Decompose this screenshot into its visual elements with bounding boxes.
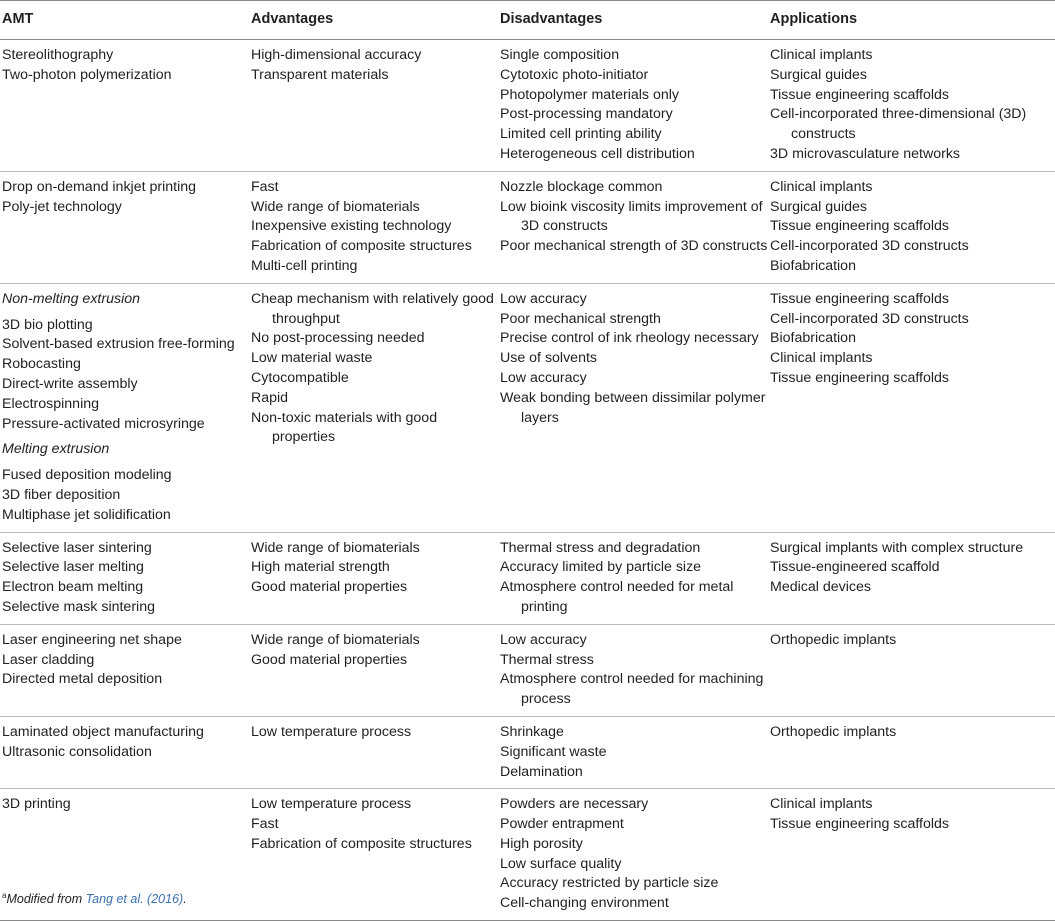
advantage-item: Non-toxic materials with good properties — [251, 409, 438, 446]
cell-amt — [0, 283, 249, 532]
cell-applications — [768, 171, 1055, 283]
disadvantage-item: Atmosphere control needed for metal printing — [500, 579, 734, 615]
disadvantage-item: Limited cell printing ability — [500, 126, 662, 143]
disadvantage-item: Low accuracy — [500, 631, 587, 648]
application-item: Biofabrication — [770, 257, 856, 274]
cell-amt — [0, 716, 249, 788]
disadvantage-item: Poor mechanical strength — [500, 310, 661, 327]
table-row — [0, 532, 1055, 624]
advantage-item: Rapid — [251, 389, 289, 406]
disadvantage-item: High porosity — [500, 835, 583, 852]
cell-disadvantages — [498, 283, 768, 532]
amt-subheading: Non-melting extrusion — [2, 290, 140, 307]
table-row — [0, 624, 1055, 716]
cell-advantages — [249, 171, 498, 283]
advantage-item: High material strength — [251, 559, 390, 576]
header-amt: AMT — [2, 11, 34, 28]
disadvantage-item: Single composition — [500, 47, 620, 63]
footnote-prefix: Modified from — [6, 892, 86, 907]
cell-applications — [768, 716, 1055, 788]
disadvantage-item: Cytotoxic photo-initiator — [500, 66, 649, 83]
disadvantage-item: Low bioink viscosity limits improvement of 3D constructs — [500, 198, 763, 235]
disadvantage-item: Delamination — [500, 763, 583, 780]
application-item: Surgical guides — [770, 66, 868, 83]
application-item: Cell-incorporated 3D constructs — [770, 310, 969, 327]
cell-disadvantages — [498, 624, 768, 716]
table-row — [0, 283, 1055, 532]
disadvantage-item: Shrinkage — [500, 723, 564, 740]
disadvantage-item: Heterogeneous cell distribution — [500, 145, 695, 162]
disadvantage-item: Precise control of ink rheology necessary — [500, 330, 759, 347]
disadvantage-item: Low surface quality — [500, 855, 622, 872]
header-advantages: Advantages — [251, 11, 334, 28]
application-item: Tissue-engineered scaffold — [770, 559, 940, 576]
application-item: Clinical implants — [770, 178, 873, 195]
table-row — [0, 171, 1055, 283]
amt-method: Selective laser melting — [2, 559, 144, 576]
disadvantage-item: Powder entrapment — [500, 816, 624, 833]
disadvantage-item: Significant waste — [500, 743, 607, 760]
header-disadvantages: Disadvantages — [500, 11, 603, 28]
advantage-item: Fast — [251, 816, 279, 833]
application-item: Surgical implants with complex structure — [770, 539, 1024, 556]
header-row — [0, 1, 1055, 40]
application-item: Biofabrication — [770, 330, 856, 347]
table-body — [0, 40, 1055, 921]
application-item: Cell-incorporated three-dimensional (3D) constructs — [770, 106, 1027, 143]
application-item: Tissue engineering scaffolds — [770, 369, 950, 386]
advantage-item: Good material properties — [251, 579, 408, 596]
advantage-item: Multi-cell printing — [251, 257, 358, 274]
cell-amt — [0, 532, 249, 624]
application-item: Cell-incorporated 3D constructs — [770, 238, 969, 255]
amt-method: Laminated object manufacturing — [2, 723, 204, 740]
application-item: Orthopedic implants — [770, 723, 897, 740]
amt-method: Poly-jet technology — [2, 198, 122, 215]
amt-method: Selective laser sintering — [2, 539, 152, 556]
application-item: Medical devices — [770, 579, 871, 596]
amt-method: Laser cladding — [2, 651, 95, 668]
disadvantage-item: Atmosphere control needed for machining process — [500, 671, 764, 708]
disadvantage-item: Post-processing mandatory — [500, 106, 673, 123]
advantage-item: Low temperature process — [251, 796, 412, 813]
disadvantage-item: Thermal stress — [500, 651, 594, 668]
cell-advantages — [249, 716, 498, 788]
advantage-item: Wide range of biomaterials — [251, 631, 420, 648]
application-item: Tissue engineering scaffolds — [770, 290, 950, 307]
disadvantage-item: Thermal stress and degradation — [500, 539, 701, 556]
table-header — [0, 1, 1055, 40]
advantage-item: Transparent materials — [251, 66, 389, 83]
table-row — [0, 716, 1055, 788]
advantage-item: Fast — [251, 178, 279, 195]
disadvantage-item: Use of solvents — [500, 350, 597, 367]
header-applications: Applications — [770, 11, 858, 28]
cell-disadvantages — [498, 171, 768, 283]
amt-method: Directed metal deposition — [2, 671, 163, 688]
cell-applications — [768, 283, 1055, 532]
cell-applications — [768, 624, 1055, 716]
advantage-item: Wide range of biomaterials — [251, 539, 420, 556]
disadvantage-item: Accuracy limited by particle size — [500, 559, 702, 576]
amt-method: Stereolithography — [2, 47, 114, 63]
amt-method: Direct-write assembly — [2, 375, 138, 392]
advantage-item: Cytocompatible — [251, 369, 349, 386]
application-item: Surgical guides — [770, 198, 868, 215]
footnote-marker: a — [2, 891, 7, 900]
advantage-item: Cheap mechanism with relatively good throughput — [251, 290, 494, 327]
advantage-item: No post-processing needed — [251, 330, 425, 347]
cell-applications — [768, 40, 1055, 172]
disadvantage-item: Cell-changing environment — [500, 895, 669, 912]
amt-subheading: Melting extrusion — [2, 441, 110, 458]
advantage-item: Low temperature process — [251, 723, 412, 740]
advantage-item: Good material properties — [251, 651, 408, 668]
amt-method: Drop on-demand inkjet printing — [2, 178, 197, 195]
application-item: Tissue engineering scaffolds — [770, 218, 950, 235]
amt-method: 3D bio plotting — [2, 316, 93, 333]
amt-method: Multiphase jet solidification — [2, 506, 171, 523]
application-item: Tissue engineering scaffolds — [770, 816, 950, 833]
cell-advantages — [249, 624, 498, 716]
table-row — [0, 40, 1055, 172]
amt-method: Fused deposition modeling — [2, 467, 172, 484]
application-item: Tissue engineering scaffolds — [770, 86, 950, 103]
cell-amt — [0, 40, 249, 172]
cell-advantages — [249, 40, 498, 172]
advantage-item: Wide range of biomaterials — [251, 198, 420, 215]
amt-method: Laser engineering net shape — [2, 631, 182, 648]
amt-method: Ultrasonic consolidation — [2, 743, 152, 760]
advantage-item: High-dimensional accuracy — [251, 47, 422, 63]
footnote-suffix: . — [183, 892, 187, 907]
disadvantage-item: Nozzle blockage common — [500, 178, 663, 195]
disadvantage-item: Weak bonding between dissimilar polymer layers — [500, 389, 766, 426]
disadvantage-item: Low accuracy — [500, 369, 587, 386]
application-item: Clinical implants — [770, 47, 873, 63]
advantage-item: Low material waste — [251, 350, 373, 367]
disadvantage-item: Accuracy restricted by particle size — [500, 875, 719, 892]
footnote-reference-link[interactable]: Tang et al. (2016) — [85, 892, 184, 907]
amt-method: Electrospinning — [2, 395, 100, 412]
disadvantage-item: Photopolymer materials only — [500, 86, 679, 103]
advantage-item: Fabrication of composite structures — [251, 835, 472, 852]
amt-method: Electron beam melting — [2, 579, 144, 596]
cell-advantages — [249, 283, 498, 532]
amt-method: 3D printing — [2, 796, 71, 813]
application-item: Orthopedic implants — [770, 631, 897, 648]
advantage-item: Fabrication of composite structures — [251, 238, 472, 255]
application-item: 3D microvasculature networks — [770, 145, 961, 162]
disadvantage-item: Low accuracy — [500, 290, 587, 307]
cell-advantages — [249, 532, 498, 624]
advantage-item: Inexpensive existing technology — [251, 218, 452, 235]
cell-disadvantages — [498, 789, 768, 921]
amt-method: 3D fiber deposition — [2, 486, 121, 503]
cell-advantages — [249, 789, 498, 921]
cell-amt — [0, 171, 249, 283]
amt-method: Two-photon polymerization — [2, 66, 172, 83]
disadvantage-item: Powders are necessary — [500, 796, 649, 813]
amt-method: Selective mask sintering — [2, 598, 155, 615]
cell-applications — [768, 532, 1055, 624]
cell-disadvantages — [498, 716, 768, 788]
table-footnote — [2, 889, 187, 906]
application-item: Clinical implants — [770, 796, 873, 813]
disadvantage-item: Poor mechanical strength of 3D constructs — [500, 238, 768, 255]
amt-method: Robocasting — [2, 356, 81, 373]
application-item: Clinical implants — [770, 350, 873, 367]
cell-disadvantages — [498, 40, 768, 172]
cell-applications — [768, 789, 1055, 921]
amt-method: Solvent-based extrusion free-forming — [2, 336, 235, 353]
cell-amt — [0, 624, 249, 716]
cell-disadvantages — [498, 532, 768, 624]
amt-method: Pressure-activated microsyringe — [2, 415, 205, 432]
